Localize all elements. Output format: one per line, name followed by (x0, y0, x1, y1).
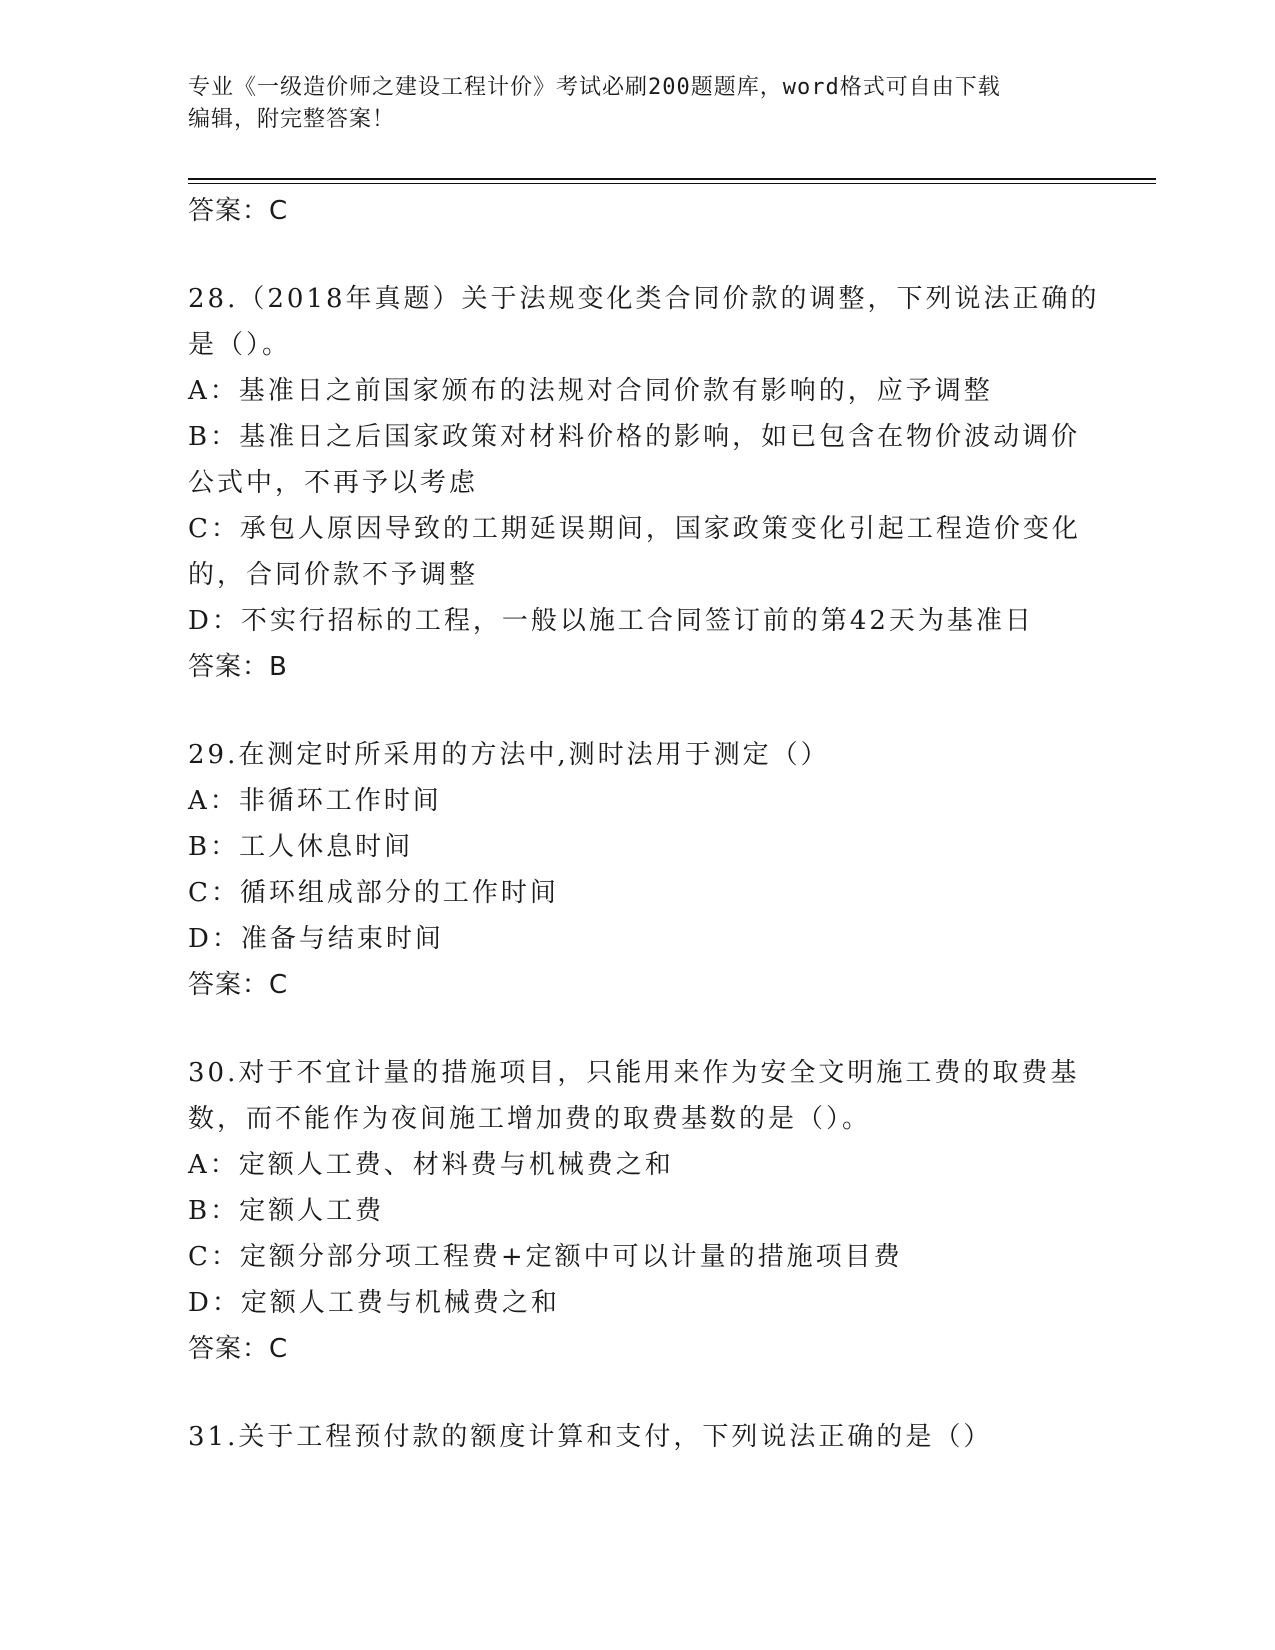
question-list (188, 188, 1100, 1460)
question-stem-line: 30.对于不宜计量的措施项目，只能用来作为安全文明施工费的取费基 (188, 1058, 1080, 1088)
question-spacer (188, 690, 1088, 732)
option-line: A：定额人工费、材料费与机械费之和 (188, 1150, 674, 1180)
header-rule-thick (188, 178, 1156, 180)
answer-line: 答案：C (188, 970, 289, 1000)
question-stem-line: 31.关于工程预付款的额度计算和支付，下列说法正确的是（） (188, 1422, 993, 1452)
header-line-1: 专业《一级造价师之建设工程计价》考试必刷200题题库，word格式可自由下载 (188, 75, 1001, 100)
question-stem-line: 是（）。 (188, 330, 292, 360)
question-spacer (188, 1372, 1088, 1414)
option-line: B：工人休息时间 (188, 832, 414, 862)
option-line: B：定额人工费 (188, 1196, 385, 1226)
question-stem-line: 数，而不能作为夜间施工增加费的取费基数的是（）。 (188, 1104, 872, 1134)
question-spacer (188, 234, 1088, 276)
option-line: 的，合同价款不予调整 (188, 560, 479, 590)
header-rule-thin (188, 183, 1156, 184)
option-line: C：承包人原因导致的工期延误期间，国家政策变化引起工程造价变化 (188, 514, 1081, 544)
option-line: C：定额分部分项工程费+定额中可以计量的措施项目费 (188, 1242, 903, 1272)
question-stem-line: 28.（2018年真题）关于法规变化类合同价款的调整，下列说法正确的 (188, 284, 1100, 314)
option-line: B：基准日之后国家政策对材料价格的影响，如已包含在物价波动调价 (188, 422, 1081, 452)
question-block (188, 276, 1100, 690)
option-line: 公式中，不再予以考虑 (188, 468, 479, 498)
header-line-2: 编辑，附完整答案！ (188, 107, 396, 132)
question-block (188, 732, 1088, 1008)
answer-line: 答案：C (188, 1334, 289, 1364)
question-stem-line: 29.在测定时所采用的方法中,测时法用于测定（） (188, 740, 830, 770)
question-spacer (188, 1008, 1088, 1050)
option-line: A：基准日之前国家颁布的法规对合同价款有影响的，应予调整 (188, 376, 993, 406)
answer-line: 答案：B (188, 652, 288, 682)
option-line: D：定额人工费与机械费之和 (188, 1288, 560, 1318)
previous-answer: 答案：C (188, 196, 289, 226)
questions-container (188, 234, 1100, 1460)
option-line: D：不实行招标的工程，一般以施工合同签订前的第42天为基准日 (188, 606, 1034, 636)
option-line: C：循环组成部分的工作时间 (188, 878, 559, 908)
question-block (188, 1414, 1088, 1460)
option-line: D：准备与结束时间 (188, 924, 444, 954)
option-line: A：非循环工作时间 (188, 786, 442, 816)
question-block (188, 1050, 1088, 1372)
document-header (188, 72, 1088, 136)
